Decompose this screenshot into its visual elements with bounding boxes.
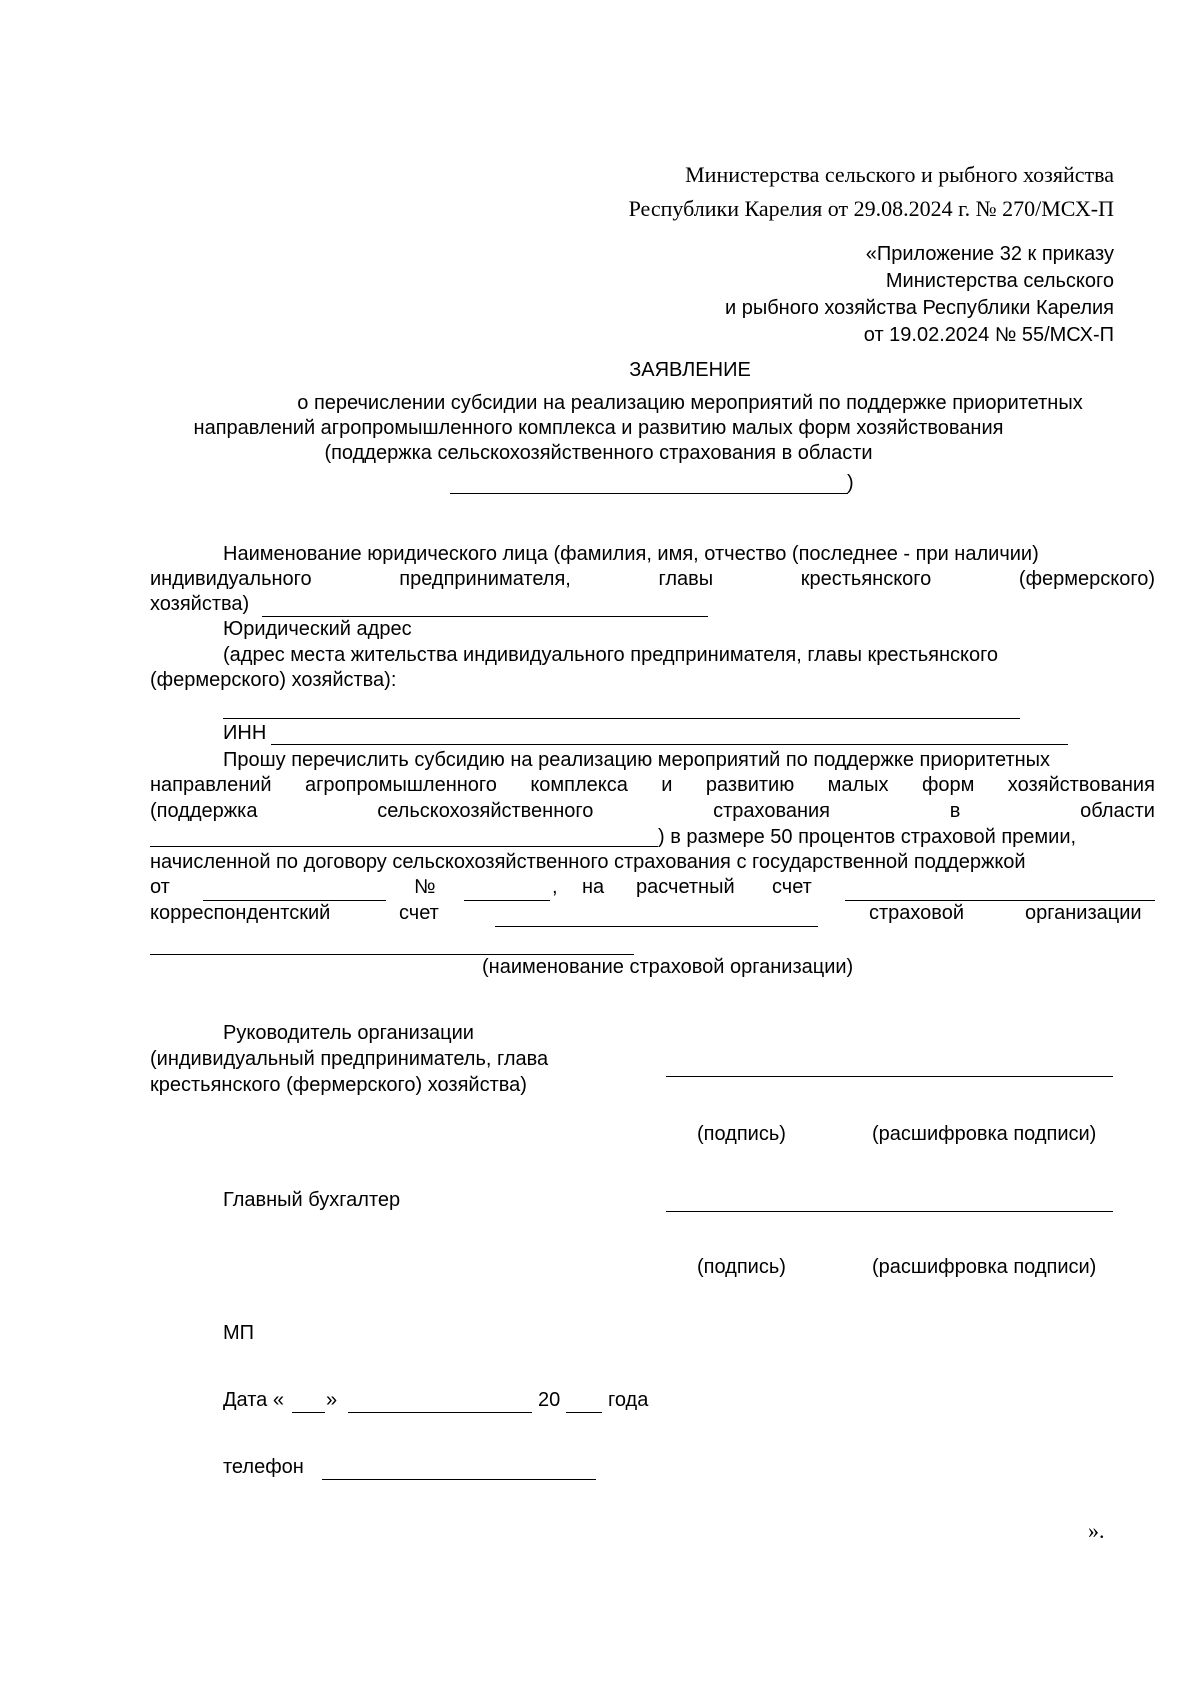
- address-line1: (адрес места жительства индивидуального предпринимателя, главы крестьянского: [223, 644, 999, 666]
- accountant-sign-caption: (подпись): [697, 1256, 786, 1278]
- date-month-field[interactable]: [348, 1412, 532, 1413]
- date-mid: »: [326, 1389, 338, 1411]
- head-line1: Руководитель организации: [223, 1022, 474, 1044]
- appendix-line1: «Приложение 32 к приказу: [865, 243, 1114, 265]
- order-header-line1: Министерства сельского и рыбного хозяйства: [685, 162, 1114, 187]
- word: агропромышленного: [305, 774, 497, 796]
- request-line3: [150, 800, 1155, 823]
- word: в: [949, 800, 961, 822]
- word: малых: [827, 774, 889, 796]
- document-title: ЗАЯВЛЕНИЕ: [629, 359, 751, 381]
- comma: ,: [552, 876, 558, 898]
- accountant-decode-caption: (расшифровка подписи): [872, 1256, 1097, 1278]
- title-line1: о перечислении субсидии на реализацию мероприятий по поддержке приоритетных: [297, 392, 1083, 414]
- insurer-label: страховой: [869, 902, 964, 924]
- corr-label: корреспондентский: [150, 902, 331, 924]
- word: индивидуального: [150, 568, 312, 590]
- word: главы: [658, 568, 714, 590]
- title-line2: направлений агропромышленного комплекса и развитию малых форм хозяйствования: [193, 417, 1004, 439]
- date-year-field[interactable]: [566, 1412, 602, 1413]
- head-sign-caption: (подпись): [697, 1123, 786, 1145]
- word: направлений: [150, 774, 272, 796]
- insurer-name-field[interactable]: [150, 954, 634, 955]
- name-line1: Наименование юридического лица (фамилия, имя, отчество (последнее - при наличии): [223, 543, 1039, 565]
- word: (поддержка: [150, 800, 258, 822]
- applicant-name-field[interactable]: [262, 616, 708, 617]
- word: и: [661, 774, 673, 796]
- title-line4-end: ): [847, 472, 854, 494]
- date-day-field[interactable]: [292, 1412, 325, 1413]
- address-line2: (фермерского) хозяйства):: [150, 669, 397, 691]
- request-line1: Прошу перечислить субсидию на реализацию мероприятий по поддержке приоритетных: [223, 749, 1051, 771]
- closing-quote: ».: [1088, 1518, 1105, 1543]
- inn-field[interactable]: [271, 744, 1068, 745]
- order-header-line2: Республики Карелия от 29.08.2024 г. № 270/МСХ-П: [628, 196, 1114, 221]
- word: области: [1080, 800, 1155, 822]
- date-year-prefix: 20: [538, 1389, 561, 1411]
- phone-label: телефон: [223, 1456, 304, 1478]
- name-line3: хозяйства): [150, 593, 250, 615]
- accountant-signature-field[interactable]: [666, 1211, 1113, 1212]
- date-suffix: года: [608, 1389, 649, 1411]
- word: (фермерского): [1018, 568, 1155, 590]
- name-line2: [150, 568, 1155, 591]
- appendix-line2: Министерства сельского: [885, 270, 1114, 292]
- word: комплекса: [530, 774, 628, 796]
- corr-account-field[interactable]: [495, 926, 818, 927]
- contract-date-field[interactable]: [203, 900, 386, 901]
- head-line2: (индивидуальный предприниматель, глава: [150, 1048, 549, 1070]
- org-label: организации: [1025, 902, 1142, 924]
- word: развитию: [705, 774, 795, 796]
- address-label: Юридический адрес: [223, 618, 412, 640]
- word: крестьянского: [800, 568, 932, 590]
- from-label: от: [150, 876, 170, 898]
- seal-label: МП: [223, 1322, 255, 1344]
- word: предпринимателя,: [399, 568, 571, 590]
- request-line2: [150, 774, 1155, 797]
- account-label: расчетный: [636, 876, 735, 898]
- head-decode-caption: (расшифровка подписи): [872, 1123, 1097, 1145]
- settlement-account-field[interactable]: [845, 900, 1155, 901]
- word: страхования: [713, 800, 831, 822]
- request-region-field[interactable]: [150, 846, 658, 847]
- accountant-label: Главный бухгалтер: [223, 1189, 401, 1211]
- request-line4-tail: ) в размере 50 процентов страховой премии,: [658, 826, 1077, 848]
- word: хозяйствования: [1007, 774, 1155, 796]
- appendix-line4: от 19.02.2024 № 55/МСХ-П: [863, 324, 1114, 346]
- account-label-2: счет: [772, 876, 812, 898]
- request-line5: начисленной по договору сельскохозяйственного страхования с государственной поддержкой: [150, 851, 1026, 873]
- date-prefix: Дата «: [223, 1389, 284, 1411]
- insurer-caption: (наименование страховой организации): [482, 956, 854, 978]
- on-label: на: [582, 876, 605, 898]
- address-field[interactable]: [223, 718, 1020, 719]
- number-sign: №: [414, 876, 436, 898]
- phone-field[interactable]: [322, 1479, 596, 1480]
- title-region-field[interactable]: [450, 493, 848, 494]
- word: форм: [921, 774, 975, 796]
- word: сельскохозяйственного: [377, 800, 594, 822]
- contract-number-field[interactable]: [464, 900, 550, 901]
- inn-label: ИНН: [223, 722, 267, 744]
- head-line3: крестьянского (фермерского) хозяйства): [150, 1074, 527, 1096]
- title-line3: (поддержка сельскохозяйственного страхования в области: [324, 442, 873, 464]
- corr-account-label: счет: [399, 902, 439, 924]
- appendix-line3: и рыбного хозяйства Республики Карелия: [724, 297, 1114, 319]
- head-signature-field[interactable]: [666, 1076, 1113, 1077]
